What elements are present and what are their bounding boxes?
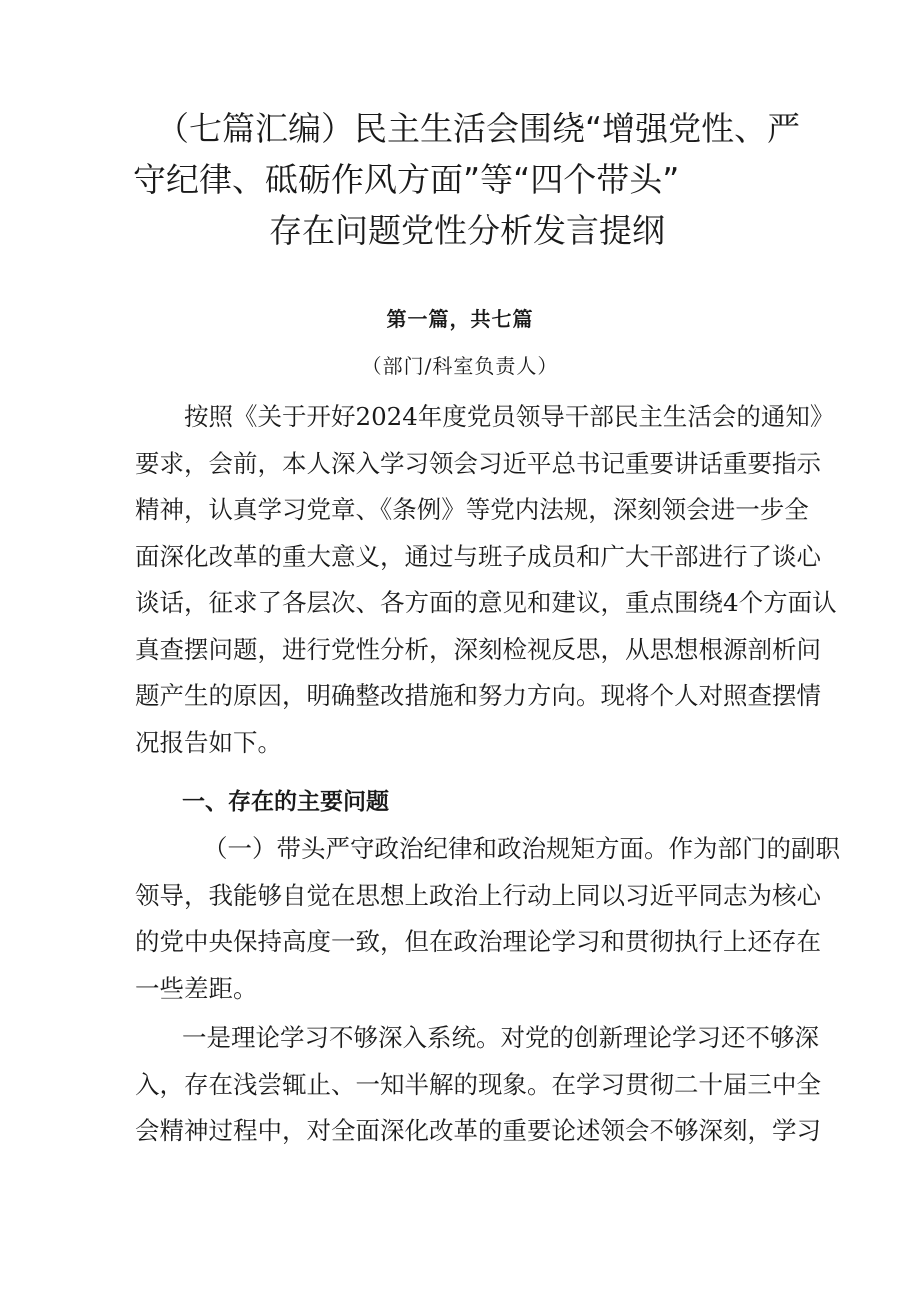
part-subtitle: 第一篇，共七篇 (386, 307, 534, 331)
paragraph-line: 领导，我能够自觉在思想上政治上行动上同以习近平同志为核心 (135, 880, 821, 910)
paragraph-line: 题产生的原因，明确整改措施和努力方向。现将个人对照查摆情 (135, 681, 821, 710)
paragraph-line: 况报告如下。 (135, 727, 282, 757)
paragraph-line: 面深化改革的重大意义，通过与班子成员和广大干部进行了谈心 (135, 541, 821, 571)
intro-paragraph (135, 394, 837, 766)
paragraph-line: 谈话，征求了各层次、各方面的意见和建议，重点围绕4个方面认 (135, 588, 837, 617)
paragraph-line: 的党中央保持高度一致，但在政治理论学习和贯彻执行上还存在 (135, 927, 821, 956)
paragraph-line: 按照《关于开好2024年度党员领导干部民主生活会的通知》 (184, 402, 835, 431)
section-paragraph (135, 826, 840, 1012)
section-heading: 一、存在的主要问题 (182, 789, 389, 815)
title-line: 守纪律、砥砺作风方面”等“四个带头” (133, 160, 680, 199)
paragraph-line: （一）带头严守政治纪律和政治规矩方面。作为部门的副职 (203, 834, 840, 863)
title-line: （七篇汇编）民主生活会围绕“增强党性、严 (156, 109, 801, 148)
paragraph-line: 会精神过程中，对全面深化改革的重要论述领会不够深刻，学习 (135, 1116, 821, 1145)
document-title (120, 103, 800, 256)
paragraph-line: 要求，会前，本人深入学习领会习近平总书记重要讲话重要指示 (135, 448, 821, 478)
paragraph-line: 真查摆问题，进行党性分析，深刻检视反思，从思想根源剖析问 (135, 634, 821, 664)
title-line: 存在问题党性分析发言提纲 (269, 211, 665, 250)
paragraph-line: 一是理论学习不够深入系统。对党的创新理论学习还不够深 (182, 1023, 819, 1052)
paragraph-line: 一些差距。 (135, 973, 258, 1003)
author-role: （部门/科室负责人） (361, 354, 559, 378)
paragraph-line: 精神，认真学习党章、《条例》等党内法规，深刻领会进一步全 (135, 495, 809, 524)
paragraph-line: 入，存在浅尝辄止、一知半解的现象。在学习贯彻二十届三中全 (135, 1069, 821, 1099)
detail-paragraph (135, 1015, 821, 1155)
